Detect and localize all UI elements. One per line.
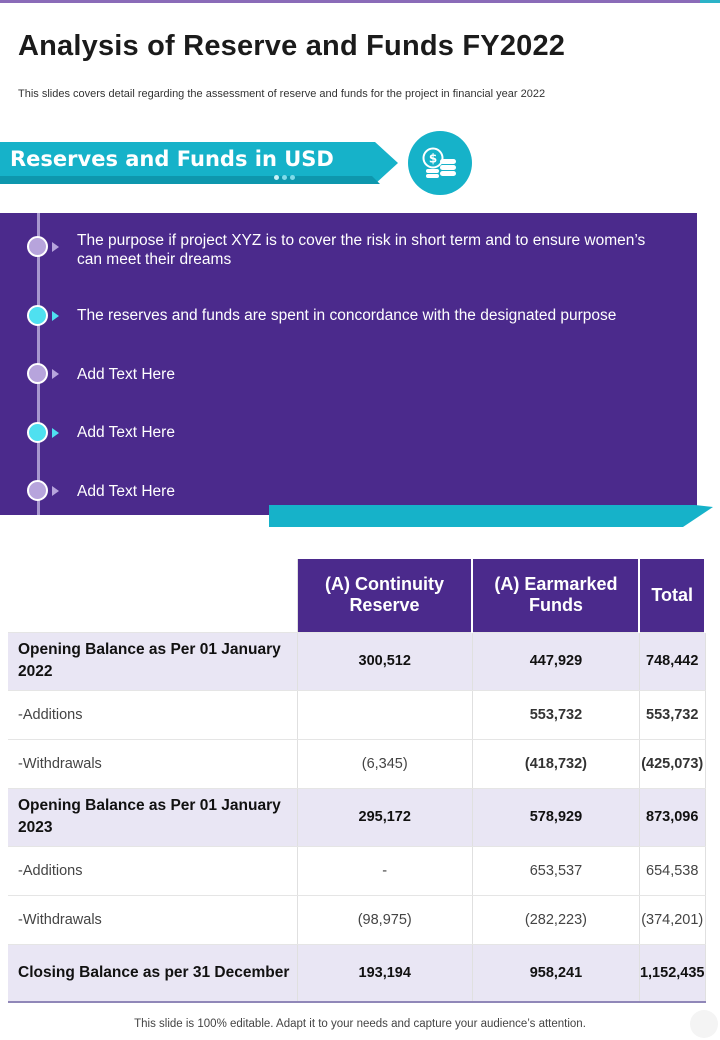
cell-total: 553,732	[639, 690, 705, 739]
section-banner	[0, 142, 398, 184]
table-row	[8, 632, 705, 690]
bullet-dot	[27, 305, 48, 326]
page-marker	[690, 1010, 718, 1038]
bullet-arrow-icon	[52, 486, 59, 496]
reserves-table	[8, 555, 706, 1003]
column-header-earmarked: (A) Earmarked Funds	[472, 557, 639, 632]
page-subtitle: This slides covers detail regarding the assessment of reserve and funds for the project in financial year 2022	[18, 88, 546, 100]
cell-continuity: 193,194	[297, 944, 472, 1002]
column-header-total: Total	[639, 557, 705, 632]
table-row	[8, 846, 705, 895]
bullet-text: The purpose if project XYZ is to cover the risk in short term and to ensure women’s can meet their dreams	[77, 232, 646, 268]
row-label: Opening Balance as Per 01 January 2023	[8, 788, 297, 846]
coins-dollar-icon	[408, 131, 472, 195]
cell-earmarked: 447,929	[472, 632, 639, 690]
cell-continuity: -	[297, 846, 472, 895]
cell-earmarked: 653,537	[472, 846, 639, 895]
bullet-text: Add Text Here	[77, 483, 175, 500]
table-row	[8, 944, 705, 1002]
bullet-arrow-icon	[52, 369, 59, 379]
svg-text:$: $	[428, 151, 438, 166]
cell-continuity: (98,975)	[297, 895, 472, 944]
cell-total: 654,538	[639, 846, 705, 895]
cell-total: (425,073)	[639, 739, 705, 788]
table-row	[8, 895, 705, 944]
column-header-continuity: (A) Continuity Reserve	[297, 557, 472, 632]
cell-earmarked: 553,732	[472, 690, 639, 739]
row-label: Closing Balance as per 31 December	[8, 944, 297, 1002]
bullet-dot	[27, 422, 48, 443]
cell-earmarked: (418,732)	[472, 739, 639, 788]
banner-dots	[274, 175, 295, 180]
table-corner-cell	[8, 557, 297, 632]
bullet-dot	[27, 480, 48, 501]
row-label: -Additions	[8, 690, 297, 739]
cell-earmarked: 958,241	[472, 944, 639, 1002]
row-label: -Additions	[8, 846, 297, 895]
cell-total: 748,442	[639, 632, 705, 690]
table-row	[8, 739, 705, 788]
bullet-text: The reserves and funds are spent in concordance with the designated purpose	[77, 307, 617, 324]
bullet-arrow-icon	[52, 428, 59, 438]
page-title: Analysis of Reserve and Funds FY2022	[18, 30, 566, 62]
bullet-arrow-icon	[52, 242, 59, 252]
cell-total: 1,152,435	[639, 944, 705, 1002]
table-row	[8, 690, 705, 739]
bullet-arrow-icon	[52, 311, 59, 321]
cell-continuity: (6,345)	[297, 739, 472, 788]
bullet-dot	[27, 236, 48, 257]
footer-note: This slide is 100% editable. Adapt it to your needs and capture your audience’s attention.	[134, 1018, 586, 1030]
cell-continuity: 295,172	[297, 788, 472, 846]
cell-continuity: 300,512	[297, 632, 472, 690]
row-label: Opening Balance as Per 01 January 2022	[8, 632, 297, 690]
top-accent-line	[0, 0, 720, 3]
table-row	[8, 788, 705, 846]
table-header-row	[8, 557, 705, 632]
row-label: -Withdrawals	[8, 895, 297, 944]
cell-earmarked: 578,929	[472, 788, 639, 846]
banner-title: Reserves and Funds in USD	[10, 147, 334, 171]
cell-total: 873,096	[639, 788, 705, 846]
bullet-text: Add Text Here	[77, 366, 175, 383]
cell-earmarked: (282,223)	[472, 895, 639, 944]
row-label: -Withdrawals	[8, 739, 297, 788]
cell-total: (374,201)	[639, 895, 705, 944]
bullet-dot	[27, 363, 48, 384]
cell-continuity	[297, 690, 472, 739]
bullet-text: Add Text Here	[77, 424, 175, 441]
